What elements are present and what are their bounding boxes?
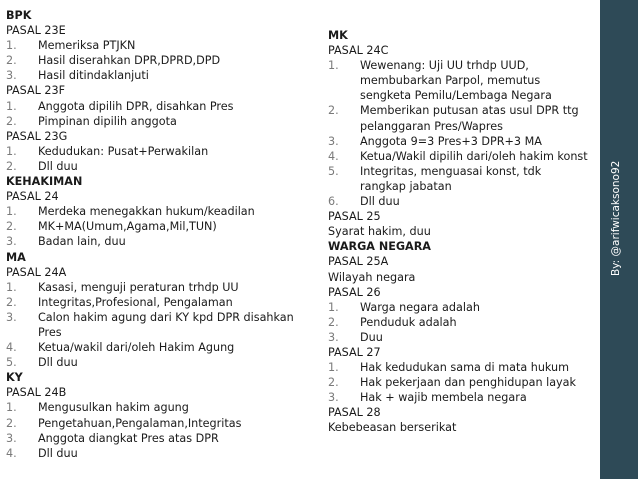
list-item-text: Calon hakim agung dari KY kpd DPR disahkan Pres — [38, 310, 294, 339]
list-item-text: Hasil ditindaklanjuti — [38, 69, 149, 83]
list-item-text: Memberikan putusan atas usul DPR ttg pelanggaran Pres/Wapres — [360, 104, 579, 133]
list-item-text: Hak + wajib membela negara — [360, 391, 527, 405]
list-item — [6, 446, 306, 461]
list-item — [6, 295, 306, 310]
list-item-number: 4. — [6, 446, 17, 460]
article-label: PASAL 25A — [328, 255, 389, 269]
list-item — [6, 280, 306, 295]
article-label: PASAL 26 — [328, 285, 381, 299]
list-item — [6, 53, 306, 68]
list-item-text: Anggota 9=3 Pres+3 DPR+3 MA — [360, 134, 542, 148]
list-item-number: 1. — [6, 39, 17, 53]
list-item-text: Dll duu — [38, 356, 78, 370]
section-heading: KY — [6, 371, 23, 385]
article-label: Kebebeasan berserikat — [328, 421, 457, 435]
section-heading: WARGA NEGARA — [328, 240, 431, 254]
list-item-text: Pengetahuan,Pengalaman,Integritas — [38, 416, 242, 430]
list-item — [328, 194, 590, 209]
list-item-number: 1. — [6, 205, 17, 219]
list-item-number: 3. — [6, 431, 17, 445]
list-item-number: 2. — [328, 104, 339, 118]
sidebar-band — [600, 0, 638, 479]
list-item-text: Dll duu — [38, 446, 78, 460]
list-item-number: 1. — [6, 144, 17, 158]
list-item-number: 1. — [328, 59, 339, 73]
article-label: PASAL 23F — [6, 84, 66, 98]
list-item-number: 2. — [6, 416, 17, 430]
list-item-text: Hak kedudukan sama di mata hukum — [360, 361, 570, 375]
list-item-text: Warga negara adalah — [360, 300, 480, 314]
list-item — [6, 159, 306, 174]
article-label: PASAL 24B — [6, 386, 67, 400]
list-item — [328, 103, 590, 133]
list-item-number: 3. — [328, 391, 339, 405]
list-item-text: Penduduk adalah — [360, 315, 457, 329]
list-item-number: 4. — [6, 341, 17, 355]
list-item — [328, 315, 590, 330]
list-item-text: Kedudukan: Pusat+Perwakilan — [38, 144, 209, 158]
right-column — [328, 28, 590, 436]
list-item-number: 1. — [6, 99, 17, 113]
list-item — [6, 310, 306, 340]
list-item-number: 3. — [6, 235, 17, 249]
article-label: PASAL 23E — [6, 24, 66, 38]
list-item-text: Mengusulkan hakim agung — [38, 401, 189, 415]
article-label: PASAL 23G — [6, 129, 68, 143]
article-label: PASAL 24 — [6, 190, 59, 204]
section-heading: KEHAKIMAN — [6, 175, 83, 189]
list-item — [6, 416, 306, 431]
article-label: PASAL 24A — [6, 265, 67, 279]
list-item-text: Pimpinan dipilih anggota — [38, 114, 177, 128]
list-item — [328, 134, 590, 149]
list-item — [6, 355, 306, 370]
article-label: PASAL 28 — [328, 406, 381, 420]
section-heading: MK — [328, 29, 348, 42]
author-byline: By: @arifwicaksono92 — [610, 160, 622, 276]
list-item-number: 4. — [328, 149, 339, 163]
list-item — [6, 219, 306, 234]
list-item-text: Hasil diserahkan DPR,DPRD,DPD — [38, 54, 221, 68]
list-item-text: Anggota dipilih DPR, disahkan Pres — [38, 99, 234, 113]
list-item — [328, 58, 590, 103]
list-item-number: 1. — [6, 280, 17, 294]
article-label: PASAL 24C — [328, 44, 389, 58]
list-item-number: 2. — [328, 315, 339, 329]
article-label: PASAL 27 — [328, 345, 381, 359]
list-item-number: 6. — [328, 195, 339, 209]
list-item — [328, 360, 590, 375]
list-item-text: Integritas, menguasai konst, tdk rangkap jabatan — [360, 164, 542, 193]
list-item-text: Memeriksa PTJKN — [38, 39, 136, 53]
article-label: Wilayah negara — [328, 270, 416, 284]
list-item — [6, 340, 306, 355]
list-item — [328, 149, 590, 164]
list-item-text: Ketua/wakil dari/oleh Hakim Agung — [38, 341, 235, 355]
list-item-number: 5. — [328, 164, 339, 178]
list-item-number: 2. — [6, 54, 17, 68]
list-item — [328, 390, 590, 405]
list-item-text: Kasasi, menguji peraturan trhdp UU — [38, 280, 239, 294]
left-column — [6, 8, 306, 461]
list-item-number: 1. — [328, 300, 339, 314]
list-item-text: Wewenang: Uji UU trhdp UUD, membubarkan Parpol, memutus sengketa Pemilu/Lembaga Negara — [360, 59, 552, 103]
list-item — [328, 375, 590, 390]
list-item-number: 2. — [6, 220, 17, 234]
list-item-text: Merdeka menegakkan hukum/keadilan — [38, 205, 255, 219]
list-item-text: Duu — [360, 330, 383, 344]
list-item-number: 5. — [6, 356, 17, 370]
section-heading: BPK — [6, 9, 32, 22]
list-item-text: Badan lain, duu — [38, 235, 126, 249]
list-item — [6, 114, 306, 129]
article-label: PASAL 25 — [328, 210, 381, 224]
list-item-text: Dll duu — [360, 195, 400, 209]
list-item-number: 2. — [328, 376, 339, 390]
list-item — [6, 68, 306, 83]
list-item — [6, 38, 306, 53]
list-item-number: 3. — [328, 134, 339, 148]
list-item — [6, 400, 306, 415]
list-item-number: 3. — [6, 69, 17, 83]
list-item-number: 2. — [6, 295, 17, 309]
list-item-number: 1. — [328, 361, 339, 375]
list-item-number: 2. — [6, 159, 17, 173]
section-heading: MA — [6, 250, 26, 264]
list-item-text: Hak pekerjaan dan penghidupan layak — [360, 376, 577, 390]
list-item-text: Dll duu — [38, 159, 78, 173]
list-item-number: 2. — [6, 114, 17, 128]
list-item — [6, 234, 306, 249]
list-item-number: 3. — [328, 330, 339, 344]
list-item — [328, 330, 590, 345]
list-item — [328, 164, 590, 194]
article-label: Syarat hakim, duu — [328, 225, 431, 239]
list-item — [6, 431, 306, 446]
list-item — [6, 99, 306, 114]
list-item — [328, 300, 590, 315]
list-item — [6, 204, 306, 219]
list-item-text: Anggota diangkat Pres atas DPR — [38, 431, 219, 445]
list-item-number: 3. — [6, 310, 17, 324]
list-item — [6, 144, 306, 159]
list-item-number: 1. — [6, 401, 17, 415]
list-item-text: MK+MA(Umum,Agama,Mil,TUN) — [38, 220, 217, 234]
list-item-text: Integritas,Profesional, Pengalaman — [38, 295, 233, 309]
list-item-text: Ketua/Wakil dipilih dari/oleh hakim konst — [360, 149, 588, 163]
